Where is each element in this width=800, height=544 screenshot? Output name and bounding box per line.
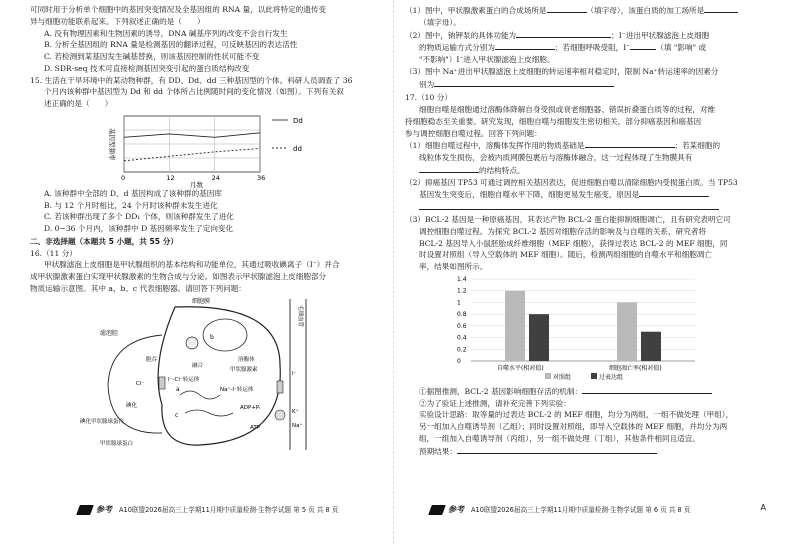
q17-intro-1: 细胞自噬是细胞通过溶酶体降解自身受损或衰老细胞器、错误折叠蛋白质等的过程，对维 <box>419 105 716 115</box>
fusion-label: 融合 <box>192 362 204 369</box>
bar-chart-categories <box>497 364 662 372</box>
cell-membrane-label: 细胞膜 <box>192 297 211 305</box>
na-i-transporter <box>277 381 283 393</box>
thyroid-hormone-label: 甲状腺激素 <box>230 366 258 373</box>
answer-blank[interactable] <box>585 139 675 148</box>
q17-after-1-text: ①据图推测，BCL-2 基因影响细胞存活的机制： <box>419 386 583 396</box>
right-footer <box>430 504 690 516</box>
q16-1 <box>405 4 755 17</box>
bar-chart-legend <box>545 373 623 381</box>
na-ion-label: Na⁺ <box>292 422 303 429</box>
iodination-label: 碘化 <box>126 402 138 409</box>
right-page <box>405 4 755 457</box>
q17-1-d: 的结构特点。 <box>479 165 525 175</box>
q15-option-a: A. 该种群中全部的 D、d 基因构成了该种群的基因库 <box>44 188 222 198</box>
brand-logo-icon <box>76 505 94 515</box>
chart-grid <box>124 116 260 172</box>
x-tick-label: 24 <box>211 173 220 182</box>
follicle-lumen-label: 滤泡腔 <box>100 329 119 337</box>
answer-blank[interactable] <box>434 78 614 87</box>
q17-head: 17.（10 分） <box>405 93 452 103</box>
intro-line-1: 可同时用于分析单个细胞中的基因突变情况及全基因组的 RNA 量，以此将特定的遗传变 <box>30 5 327 14</box>
answer-blank[interactable] <box>630 41 656 50</box>
q17-intro-3: 参与调控细胞自噬过程。回答下列问题： <box>405 128 542 138</box>
chloride-label: Cl⁻ <box>136 380 145 387</box>
answer-blank[interactable] <box>516 29 611 38</box>
legend-label-dd-lower: dd <box>293 144 302 153</box>
endocytosis-label: 胞吞 <box>146 356 158 363</box>
q17-3-d: 时设置对照组（导入空载体的 MEF 细胞）。随后，检测两组细胞的自噬水平和细胞凋亡 <box>419 250 712 260</box>
answer-blank[interactable] <box>704 4 738 13</box>
bar-overexpression <box>641 332 661 361</box>
q17-1-c: 线粒体发生损伤，会被内质网膜包裹后与溶酶体融合，这一过程体现了生物膜具有 <box>419 153 693 163</box>
q16-2-f: "不影响"）I⁻进入甲状腺滤泡上皮细胞。 <box>419 55 555 65</box>
na-k-pump <box>275 410 285 420</box>
q17-1-b: ；若某细胞的 <box>674 141 721 151</box>
transport-protein-label: I⁻-Cl⁻转运体 <box>168 376 200 383</box>
x-tick-label: 0 <box>121 173 126 182</box>
q17-after-6-text: 预期结果： <box>419 446 457 456</box>
q16-3-line2 <box>405 78 755 91</box>
intro-line-2: 异与细胞功能联系起来。下列叙述正确的是（ ） <box>30 16 205 26</box>
y-tick-label: 0.2 <box>457 346 467 354</box>
legend-label: 对照组 <box>553 373 572 381</box>
bar-control <box>617 302 637 361</box>
series-line-dd-lower <box>124 148 260 160</box>
atp-label: ATP <box>250 424 261 431</box>
q16-2-e: （填 "影响" 或 <box>656 43 707 53</box>
q16-2 <box>405 29 755 42</box>
organelle-c-label: c <box>175 411 179 419</box>
q15-line-3: 述正确的是（ ） <box>44 99 113 109</box>
organelle-b-label: b <box>210 333 214 341</box>
category-label: 细胞凋亡率(相对值) <box>609 364 662 372</box>
q14-option-a: A. 没有物理因素和生物因素的诱导，DNA 碱基序列的改变不会自行发生 <box>44 28 288 38</box>
footer-text: A10联盟2026届高三上学期11月期中质量检测·生物学试题 第 5 页 共 8 页 <box>119 505 339 514</box>
y-tick-label: 0.6 <box>457 322 467 330</box>
footer-text: A10联盟2026届高三上学期11月期中质量检测·生物学试题 第 6 页 共 8 页 <box>471 505 691 514</box>
q14-option-b: B. 分析全基因组的 RNA 量是检测基因的翻译过程，可反映基因的表达活性 <box>44 40 298 50</box>
q17-2-b: 基因发生突变后，细胞自噬水平下降，细胞更易发生癌变，原因是 <box>419 190 640 200</box>
iodinated-tg-label: 碘化甲状腺球蛋白 <box>80 418 125 425</box>
answer-blank[interactable] <box>457 445 657 454</box>
page-divider <box>393 0 394 544</box>
k-ion-label: K⁺ <box>292 408 299 415</box>
q17-2-line3 <box>405 201 755 214</box>
brand-text: 参考 <box>96 504 112 514</box>
category-label: 自噬水平(相对值) <box>497 364 544 372</box>
q17-after-2: ②为了验证上述推测，请补充完善下列实验： <box>419 398 571 408</box>
section-title: 二、非选择题（本题共 5 小题，共 55 分） <box>30 236 178 246</box>
x-tick-label: 36 <box>257 173 266 182</box>
answer-blank[interactable] <box>639 188 709 197</box>
i-cl-transporter <box>159 377 165 389</box>
tg-label: 甲状腺球蛋白 <box>100 440 134 447</box>
q17-1-a: （1）细胞自噬过程中，溶酶体发挥作用的物质基础是 <box>405 141 585 151</box>
left-page <box>30 4 382 453</box>
q16-head: 16.（11 分） <box>30 248 77 258</box>
q17-after-5: 组，一组加入自噬诱导剂（丙组），另一组不做处理（丁组），其他条件相同且适宜。 <box>419 433 700 443</box>
bar-control <box>505 291 525 361</box>
q17-1-line3 <box>405 164 755 177</box>
adp-label: ADP+Pᵢ <box>240 404 261 411</box>
legend-swatch <box>545 373 551 379</box>
chart-xlabel: 月数 <box>190 180 203 188</box>
q17-after-1 <box>405 385 755 398</box>
y-tick-label: 0 <box>457 357 461 365</box>
q15-line-1: 15. 生活在干旱环境中的某动物种群，有 DD、Dd、dd 三种基因型的个体。科研人员调查了 36 <box>30 75 353 85</box>
brand-logo-icon <box>428 505 446 515</box>
chart-series <box>124 133 260 161</box>
bar-overexpression <box>529 314 549 361</box>
iodine-label: I⁻ <box>292 370 297 377</box>
legend-label-dd-upper: Dd <box>293 116 303 125</box>
legend-swatch <box>591 373 597 379</box>
y-tick-label: 0.8 <box>457 310 467 318</box>
q16-line-2: 成甲状腺激素蛋白实现甲状腺激素的生物合成与分泌。如图表示甲状腺滤泡上皮细胞部分 <box>30 272 327 282</box>
answer-blank[interactable] <box>582 385 712 394</box>
q17-3-c: BCL-2 基因导入小鼠胚胎成纤维细胞（MEF 细胞），获得过表达 BCL-2 的 MEF 细胞，同 <box>419 238 728 248</box>
thyroid-cell-diagram <box>80 295 330 453</box>
answer-blank[interactable] <box>547 4 587 13</box>
q16-2-b: ；I⁻进出甲状腺滤泡上皮细胞 <box>611 30 710 40</box>
capillary-label: 毛细血管 <box>297 304 303 327</box>
chart-ylabel: 基因型频率 <box>108 127 116 161</box>
answer-blank[interactable] <box>419 201 719 210</box>
q16-2-a: （2）图中，钠钾泵的具体功能为 <box>405 30 517 40</box>
q17-3-a: （3）BCL-2 基因是一种原癌基因，其表达产物 BCL-2 蛋白能抑制细胞凋亡，且有研究表明它可 <box>405 215 731 225</box>
q17-after-4: 另一组加入自噬诱导剂（乙组）；同时设置对照组，即导入空载体的 MEF 细胞，并均分为两 <box>419 422 728 432</box>
q16-line-3: 物质运输示意图。其中 a、b、c 代表细胞器。请回答下列问题： <box>30 284 246 294</box>
q15-option-c: C. 若该种群出现了多个 DD₁ 个体，则该种群发生了进化 <box>44 212 234 222</box>
y-tick-label: 1 <box>457 299 461 307</box>
q17-2-line2 <box>405 188 755 201</box>
legend-label: 过表达组 <box>599 373 624 381</box>
q16-2-d: ；若细胞呼吸受阻，I⁻ <box>554 43 631 53</box>
organelle-a <box>180 391 220 399</box>
q16-2-c: 的物质运输方式分别为 <box>419 43 495 53</box>
series-line-dd-upper <box>124 133 260 137</box>
q14-option-c: C. 若检测到某基因发生碱基替换，则该基因控制的性状可能不变 <box>44 52 260 62</box>
page-letter: A <box>760 502 766 512</box>
q17-after-6 <box>405 445 755 458</box>
q17-3-e: 率，结果如图所示。 <box>419 262 488 272</box>
organelle-a-label: a <box>176 385 180 393</box>
genotype-line-chart <box>100 110 330 188</box>
y-tick-label: 1.2 <box>457 287 467 295</box>
q16-1-b: （填字母），该蛋白质的加工场所是 <box>586 6 705 15</box>
q16-3-b: 别为 <box>419 79 435 89</box>
q17-1 <box>405 139 755 152</box>
q15-line-2: 个月内该种群中基因型为 Dd 和 dd 个体所占比例随时间的变化情况（如图）。下列有关叙 <box>44 87 344 97</box>
q16-3: （3）图中 Na⁺进出甲状腺滤泡上皮细胞的转运速率相对稳定时，限制 Na⁺转运速率的因素分 <box>405 66 719 76</box>
q17-2-a: （2）抑癌基因 TP53 可通过调控相关基因表达，促进细胞自噬以清除细胞内受损蛋白质。当 TP53 <box>405 177 738 187</box>
q17-intro-2: 持细胞稳态至关重要。研究发现，细胞自噬与细胞发生密切相关，部分抑癌基因和癌基因 <box>405 116 702 126</box>
cell-outline <box>158 307 280 445</box>
y-tick-label: 1.4 <box>457 275 467 283</box>
organelle-c <box>185 410 233 416</box>
autophagy-bar-chart <box>445 273 705 385</box>
answer-blank[interactable] <box>419 164 479 173</box>
y-tick-label: 0.4 <box>457 334 467 342</box>
q17-after-3: 实验设计思路：取等量的过表达 BCL-2 的 MEF 细胞，均分为两组，一组不做处理（甲组）， <box>419 410 734 420</box>
q16-1-a: （1）图中，甲状腺激素蛋白的合成场所是 <box>405 6 547 15</box>
lysosome <box>186 337 198 349</box>
q15-option-b: B. 与 12 个月时相比，24 个月时该种群未发生进化 <box>44 200 218 210</box>
lysosome-label: 溶酶体 <box>238 356 255 363</box>
q14-option-d: D. SDR-seq 技术可直接检测基因突变引起的蛋白质结构改变 <box>44 63 250 73</box>
q16-2-line2 <box>405 41 755 54</box>
q16-line-1: 甲状腺滤泡上皮细胞是甲状腺组织的基本结构和功能单位，其通过吸收碘离子（I⁻）并合 <box>44 260 340 270</box>
left-footer <box>78 504 338 516</box>
na-transport-label: Na⁺-I⁻转运体 <box>220 386 254 393</box>
x-tick-label: 12 <box>166 173 175 182</box>
q16-1-c: （填字母）。 <box>419 17 461 27</box>
brand-text: 参考 <box>448 504 464 514</box>
q17-3-b: 调控细胞自噬过程。为探究 BCL-2 基因对细胞存活的影响及与自噬的关系，研究者将 <box>419 226 706 236</box>
q15-option-d: D. 0~36 个月内，该种群中 D 基因频率发生了定向变化 <box>44 224 234 234</box>
answer-blank[interactable] <box>495 41 555 50</box>
